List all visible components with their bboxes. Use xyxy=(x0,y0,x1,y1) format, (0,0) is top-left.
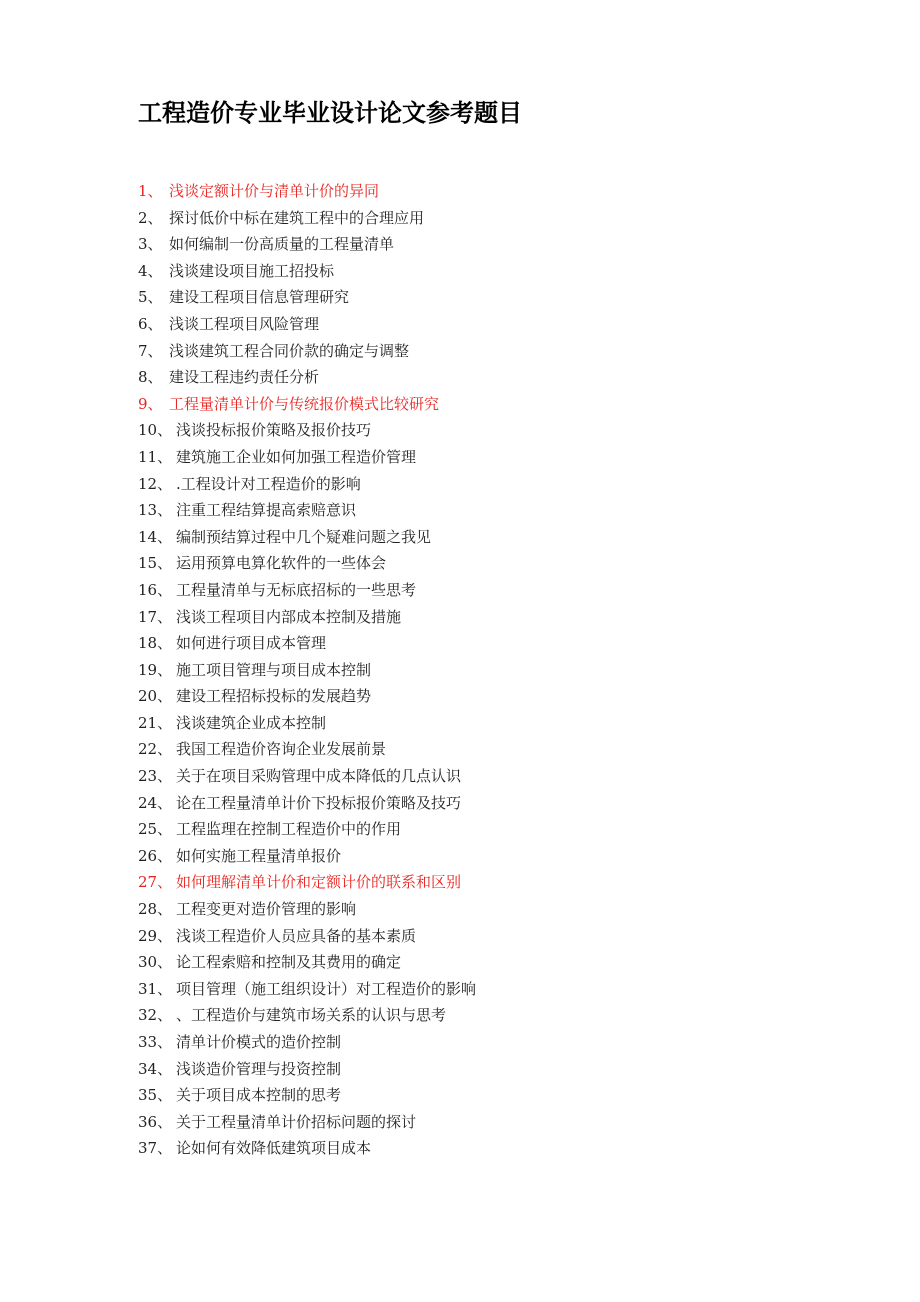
list-item-text: 论如何有效降低建筑项目成本 xyxy=(176,1139,372,1158)
list-item xyxy=(138,976,476,1003)
list-item-number: 17、 xyxy=(138,607,173,626)
list-item xyxy=(138,338,476,365)
list-item-number: 35、 xyxy=(138,1086,173,1105)
list-item xyxy=(138,790,476,817)
list-item-number: 19、 xyxy=(138,660,173,679)
list-item-number: 21、 xyxy=(138,713,173,732)
list-item-number: 26、 xyxy=(138,846,173,865)
list-item-number: 16、 xyxy=(138,580,173,599)
list-item xyxy=(138,258,476,285)
list-item-number: 31、 xyxy=(138,979,173,998)
list-item-text: 浅谈造价管理与投资控制 xyxy=(176,1059,342,1078)
list-item xyxy=(138,284,476,311)
list-item-text: 论在工程量清单计价下投标报价策略及技巧 xyxy=(176,793,462,812)
list-item-number: 10、 xyxy=(138,421,173,440)
list-item xyxy=(138,1082,476,1109)
list-item xyxy=(138,683,476,710)
list-item-number: 7、 xyxy=(138,341,163,360)
list-item-text: 浅谈建筑工程合同价款的确定与调整 xyxy=(169,341,410,360)
list-item-number: 29、 xyxy=(138,926,173,945)
list-item-text: 浅谈工程造价人员应具备的基本素质 xyxy=(176,926,417,945)
list-item-number: 34、 xyxy=(138,1059,173,1078)
document-title: 工程造价专业毕业设计论文参考题目 xyxy=(138,99,522,127)
list-item xyxy=(138,178,476,205)
list-item xyxy=(138,763,476,790)
list-item xyxy=(138,1002,476,1029)
list-item-text: 建设工程违约责任分析 xyxy=(169,368,320,387)
list-item-text: 论工程索赔和控制及其费用的确定 xyxy=(176,953,402,972)
list-item-number: 30、 xyxy=(138,953,173,972)
list-item-number: 8、 xyxy=(138,368,163,387)
list-item-text: 、工程造价与建筑市场关系的认识与思考 xyxy=(176,1006,447,1025)
list-item-number: 23、 xyxy=(138,767,173,786)
list-item-text: 关于在项目采购管理中成本降低的几点认识 xyxy=(176,767,462,786)
list-item xyxy=(138,471,476,498)
list-item-number: 28、 xyxy=(138,900,173,919)
list-item-number: 4、 xyxy=(138,261,163,280)
list-item-text: 探讨低价中标在建筑工程中的合理应用 xyxy=(169,208,425,227)
list-item-number: 33、 xyxy=(138,1033,173,1051)
list-item xyxy=(138,630,476,657)
list-item-number: 9、 xyxy=(138,394,163,413)
list-item-number: 12、 xyxy=(138,474,173,493)
list-item-number: 22、 xyxy=(138,740,173,759)
list-item-number: 25、 xyxy=(138,820,173,839)
list-item-text: 如何理解清单计价和定额计价的联系和区别 xyxy=(176,873,462,892)
list-item-text: 编制预结算过程中几个疑难问题之我见 xyxy=(176,527,432,546)
list-item-number: 6、 xyxy=(138,314,163,333)
list-item-text: 注重工程结算提高索赔意识 xyxy=(176,501,357,520)
list-item xyxy=(138,524,476,551)
list-item xyxy=(138,896,476,923)
list-item xyxy=(138,1109,476,1136)
list-item-text: 建筑施工企业如何加强工程造价管理 xyxy=(176,447,417,466)
list-item-number: 2、 xyxy=(138,208,163,227)
list-item-number: 5、 xyxy=(138,288,163,307)
list-item-text: 浅谈投标报价策略及报价技巧 xyxy=(176,421,372,440)
list-item-number: 14、 xyxy=(138,527,173,546)
list-item xyxy=(138,497,476,524)
list-item-text: 施工项目管理与项目成本控制 xyxy=(176,660,372,679)
list-item-text: 如何编制一份高质量的工程量清单 xyxy=(169,235,395,254)
list-item xyxy=(138,949,476,976)
list-item-number: 32、 xyxy=(138,1006,173,1025)
list-item xyxy=(138,550,476,577)
list-item-text: .工程设计对工程造价的影响 xyxy=(176,474,361,493)
list-item-text: 建设工程项目信息管理研究 xyxy=(169,288,350,307)
list-item xyxy=(138,417,476,444)
list-item xyxy=(138,843,476,870)
list-item-text: 关于项目成本控制的思考 xyxy=(176,1086,342,1105)
list-item-number: 36、 xyxy=(138,1112,173,1131)
list-item xyxy=(138,577,476,604)
list-item-number: 3、 xyxy=(138,235,163,254)
list-item-text: 建设工程招标投标的发展趋势 xyxy=(176,687,372,706)
list-item xyxy=(138,923,476,950)
list-item xyxy=(138,604,476,631)
list-item xyxy=(138,364,476,391)
topic-list xyxy=(138,178,476,1162)
list-item-text: 如何进行项目成本管理 xyxy=(176,634,327,653)
list-item-text: 如何实施工程量清单报价 xyxy=(176,846,342,865)
list-item-text: 关于工程量清单计价招标问题的探讨 xyxy=(176,1112,417,1131)
list-item-text: 浅谈建设项目施工招投标 xyxy=(169,261,335,280)
list-item-text: 浅谈工程项目内部成本控制及措施 xyxy=(176,607,402,626)
list-item-number: 37、 xyxy=(138,1139,173,1158)
list-item xyxy=(138,1135,476,1162)
list-item-number: 1、 xyxy=(138,182,163,200)
list-item-text: 工程量清单与无标底招标的一些思考 xyxy=(176,580,417,599)
list-item xyxy=(138,1029,476,1056)
list-item-text: 浅谈工程项目风险管理 xyxy=(169,314,320,333)
list-item xyxy=(138,391,476,418)
list-item xyxy=(138,710,476,737)
list-item xyxy=(138,205,476,232)
list-item xyxy=(138,869,476,896)
list-item-text: 工程变更对造价管理的影响 xyxy=(176,900,357,919)
list-item-text: 项目管理（施工组织设计）对工程造价的影响 xyxy=(176,979,477,998)
list-item-number: 18、 xyxy=(138,634,173,653)
list-item xyxy=(138,657,476,684)
list-item xyxy=(138,1056,476,1083)
list-item-text: 浅谈建筑企业成本控制 xyxy=(176,713,327,732)
list-item-number: 11、 xyxy=(138,447,173,466)
list-item xyxy=(138,816,476,843)
list-item-number: 27、 xyxy=(138,873,173,892)
list-item-number: 20、 xyxy=(138,687,173,706)
list-item-text: 浅谈定额计价与清单计价的异同 xyxy=(169,182,380,200)
list-item xyxy=(138,311,476,338)
list-item xyxy=(138,736,476,763)
list-item-number: 24、 xyxy=(138,793,173,812)
list-item-text: 清单计价模式的造价控制 xyxy=(176,1033,342,1051)
list-item-number: 15、 xyxy=(138,554,173,573)
list-item xyxy=(138,231,476,258)
list-item-text: 我国工程造价咨询企业发展前景 xyxy=(176,740,387,759)
list-item-text: 工程量清单计价与传统报价模式比较研究 xyxy=(169,394,440,413)
list-item xyxy=(138,444,476,471)
list-item-text: 工程监理在控制工程造价中的作用 xyxy=(176,820,402,839)
list-item-number: 13、 xyxy=(138,501,173,520)
list-item-text: 运用预算电算化软件的一些体会 xyxy=(176,554,387,573)
